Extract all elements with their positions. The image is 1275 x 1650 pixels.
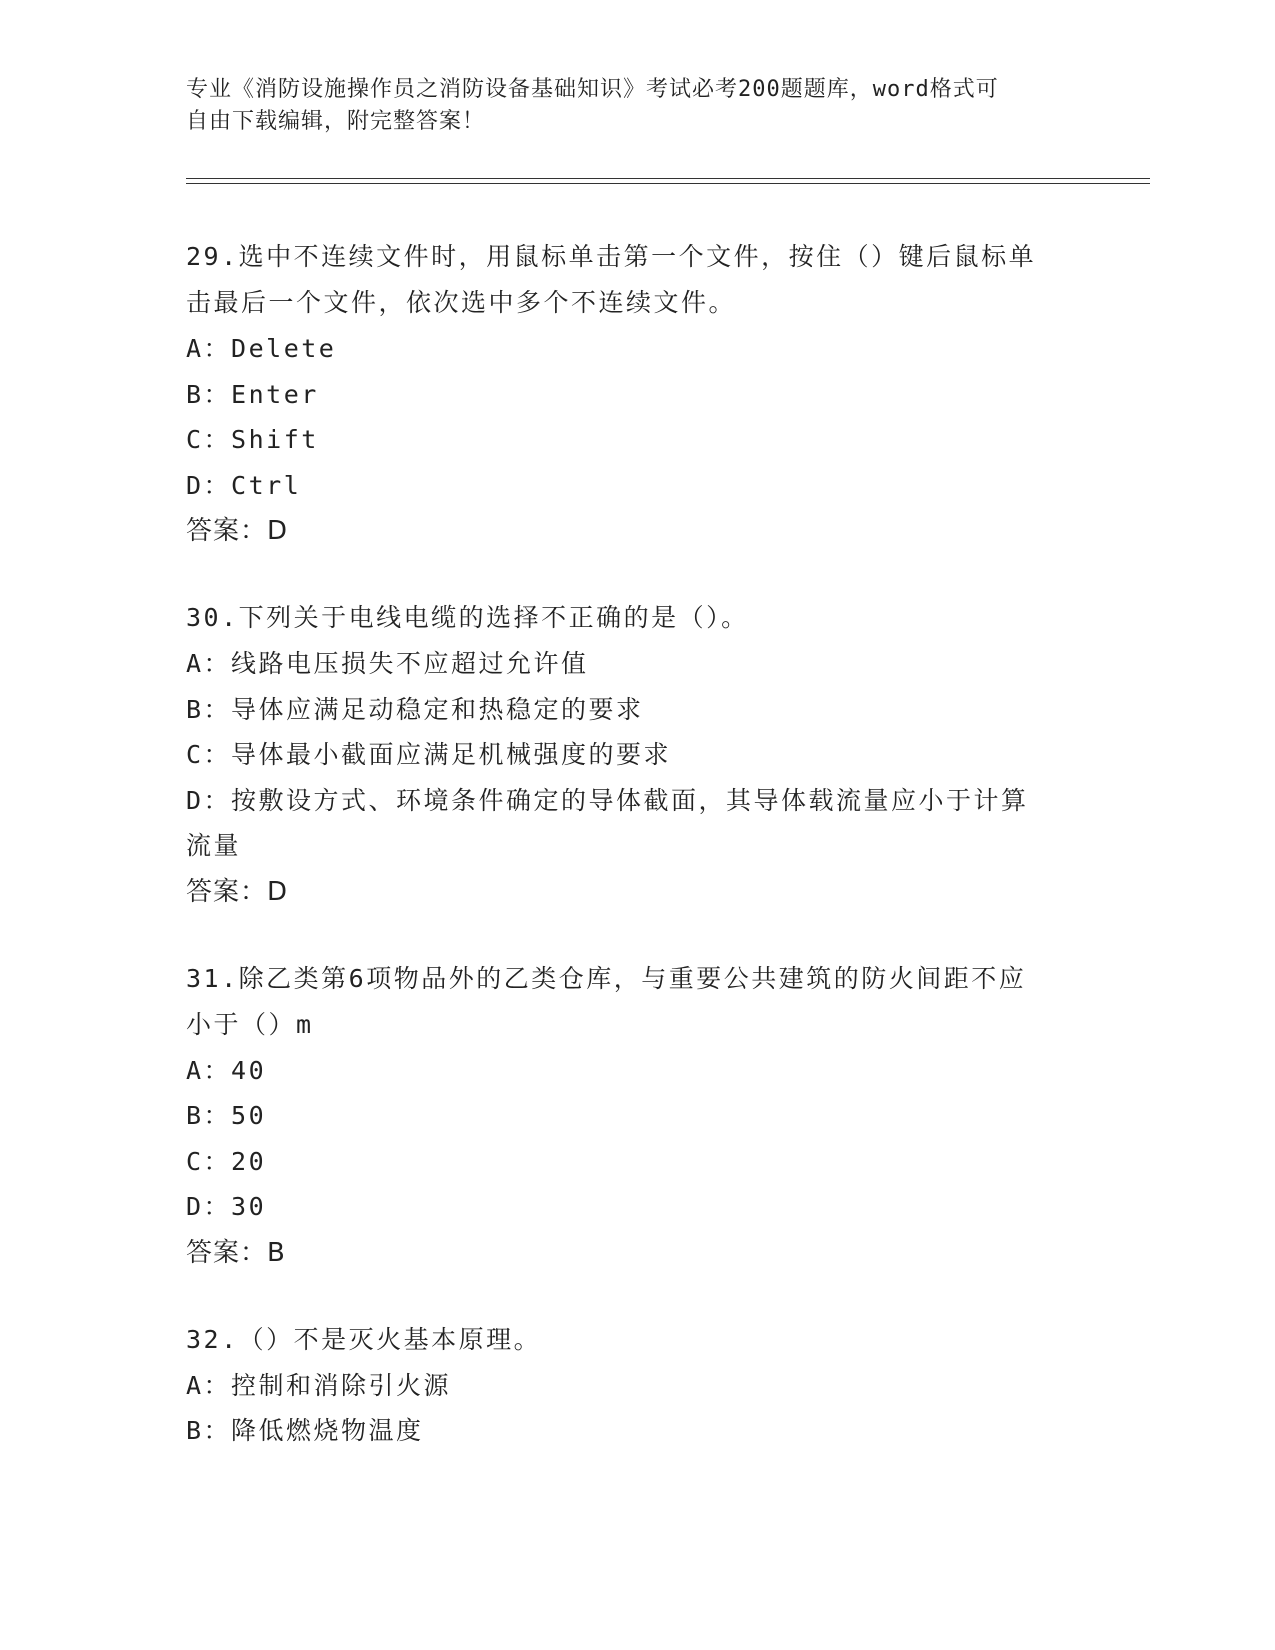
- option-b: B：导体应满足动稳定和热稳定的要求: [186, 694, 644, 724]
- option-c: C：Shift: [186, 425, 319, 454]
- header-divider-top: [186, 178, 1150, 179]
- answer-line: 答案：B: [186, 1237, 286, 1268]
- option-b: B：Enter: [186, 379, 319, 409]
- option-c: C：20: [186, 1146, 267, 1176]
- question-stem: 30.下列关于电线电缆的选择不正确的是（）。: [186, 603, 749, 632]
- option-d: D：按敷设方式、环境条件确定的导体截面，其导体载流量应小于计算: [186, 785, 1029, 815]
- question-list: [186, 234, 1066, 1495]
- option-c: C：导体最小截面应满足机械强度的要求: [186, 740, 672, 769]
- question-32: [186, 1317, 1066, 1454]
- option-d: D：Ctrl: [186, 470, 302, 500]
- option-b: B：50: [186, 1101, 267, 1130]
- option-a: A：线路电压损失不应超过允许值: [186, 649, 589, 678]
- answer-line: 答案：D: [186, 516, 289, 546]
- option-d: D：30: [186, 1192, 267, 1221]
- option-a: A：控制和消除引火源: [186, 1370, 452, 1400]
- option-d-continued: 流量: [186, 831, 242, 860]
- option-a: A：40: [186, 1055, 267, 1085]
- header-divider-bottom: [186, 183, 1150, 184]
- answer-line: 答案：D: [186, 876, 289, 907]
- question-stem: 32.（）不是灭火基本原理。: [186, 1324, 542, 1354]
- question-30: [186, 595, 1066, 915]
- header-line-2: 自由下载编辑，附完整答案！: [186, 109, 486, 134]
- question-29: [186, 234, 1066, 554]
- document-header: [186, 74, 1066, 138]
- option-b: B：降低燃烧物温度: [186, 1416, 424, 1445]
- question-stem: 小于（）m: [186, 1009, 314, 1039]
- question-stem: 31.除乙类第6项物品外的乙类仓库，与重要公共建筑的防火间距不应: [186, 963, 1027, 993]
- question-stem: 击最后一个文件，依次选中多个不连续文件。: [186, 288, 737, 317]
- option-a: A：Delete: [186, 334, 337, 363]
- header-line-1: 专业《消防设施操作员之消防设备基础知识》考试必考200题题库，word格式可: [186, 77, 999, 102]
- question-31: [186, 956, 1066, 1276]
- question-stem: 29.选中不连续文件时，用鼠标单击第一个文件，按住（）键后鼠标单: [186, 242, 1037, 271]
